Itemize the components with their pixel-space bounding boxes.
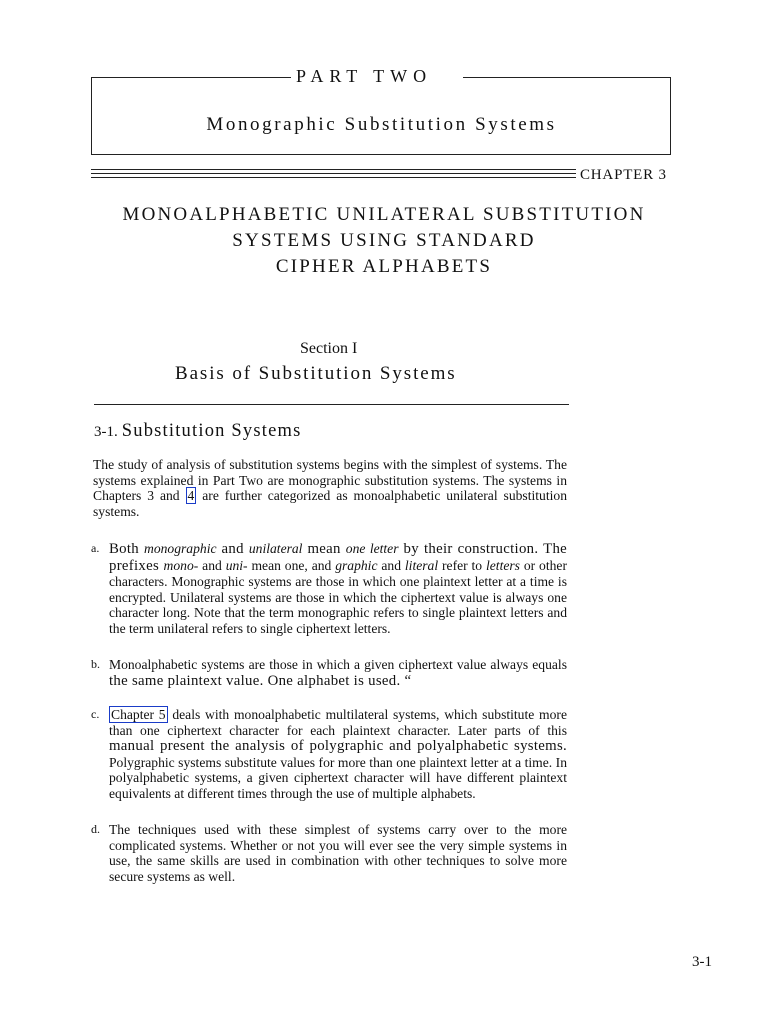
item-body <box>109 822 567 884</box>
chapter-title-line: MONOALPHABETIC UNILATERAL SUBSTITUTION <box>122 204 646 225</box>
item-italic-term: unilateral <box>248 541 303 556</box>
chapter-title-line: CIPHER ALPHABETS <box>275 256 493 277</box>
item-text: refer to <box>438 557 486 573</box>
item-italic-term: one letter <box>345 541 399 556</box>
section-divider <box>94 404 569 405</box>
chapter-rule <box>91 169 576 170</box>
item-text: and <box>216 541 249 557</box>
list-item-b <box>93 657 567 689</box>
chapter-4-link[interactable]: 4 <box>187 488 195 504</box>
subsection-title: Substitution Systems <box>121 421 302 441</box>
part-subtitle <box>0 114 768 136</box>
list-item-a <box>93 541 567 637</box>
item-marker: b. <box>91 657 100 671</box>
item-text: and <box>198 557 226 573</box>
item-marker: d. <box>91 822 100 836</box>
chapter-rule <box>91 177 576 178</box>
intro-paragraph <box>93 457 567 519</box>
item-body <box>109 707 567 802</box>
item-text: mean <box>302 541 346 557</box>
item-text: Polygraphic systems substitute values for more than one plaintext letter at a time. In polyalphabetic systems, a given ciphertext character will have different plaintext equivalents at different times through the use of multiple alphabets. <box>109 754 567 801</box>
item-italic-term: uni- <box>225 557 248 573</box>
list-item-c <box>93 707 567 802</box>
item-text: deals with monoalphabetic multilateral systems, which substitute more than one ciphertext character for each plaintext character. Later parts of this <box>109 707 567 738</box>
item-text: by their construction. The prefixes <box>109 541 568 574</box>
part-frame-top-rule-left <box>91 77 291 78</box>
chapter-5-link[interactable]: Chapter 5 <box>111 707 166 722</box>
list-item-d <box>93 822 567 884</box>
chapter-rules <box>91 169 576 185</box>
item-text: manual present the analysis of polygraphic and polyalphabetic systems. <box>109 738 567 755</box>
section-title: Basis of Substitution Systems <box>175 363 457 384</box>
chapter-rule <box>91 173 576 174</box>
item-text: mean one, and <box>247 557 336 573</box>
item-marker: a. <box>91 541 100 555</box>
part-frame-top-rule-right <box>463 77 671 78</box>
item-italic-term: letters <box>485 557 520 573</box>
item-text: the same plaintext value. One alphabet is used. “ <box>109 672 412 689</box>
intro-text: The study of analysis of substitution systems begins with the simplest of systems. The systems explained in Part Two are monographic substitution systems. The systems in Chapters 3 and <box>93 457 567 504</box>
chapter-label: CHAPTER 3 <box>580 167 667 183</box>
item-italic-term: literal <box>404 557 439 573</box>
page-number: 3-1 <box>692 954 712 970</box>
part-title: PART TWO <box>296 66 433 86</box>
item-italic-term: graphic <box>335 557 378 573</box>
item-text: Both <box>109 541 145 557</box>
subsection-heading <box>94 421 302 442</box>
item-text: The techniques used with these simplest of systems carry over to the more complicated systems. Whether or not you will ever see the very simple systems in use, the same skills are used in combination with other techniques to solve more secure systems as well. <box>109 822 567 884</box>
item-body <box>109 657 567 689</box>
subsection-number: 3-1. <box>94 424 118 440</box>
item-body <box>109 541 567 637</box>
item-italic-term: mono- <box>163 557 199 573</box>
intro-text: are further categorized as monoalphabetic unilateral substitution systems. <box>93 488 567 519</box>
item-marker: c. <box>91 707 100 721</box>
item-text: or other characters. Monographic systems are those in which one plaintext letter at a time is encrypted. Unilateral systems are those in which the ciphertext value is always one character long. Note that the term monographic refers to single plaintext letters and the term unilateral refers to single ciphertext letters. <box>109 557 567 636</box>
item-text: and <box>377 557 405 573</box>
chapter-title <box>0 202 768 280</box>
chapter-title-line: SYSTEMS USING STANDARD <box>232 230 536 251</box>
item-text: Monoalphabetic systems are those in which a given ciphertext value always equals <box>109 657 567 672</box>
part-subtitle-text: Monographic Substitution Systems <box>206 114 557 135</box>
item-italic-term: monographic <box>144 541 217 556</box>
section-label: Section I <box>300 340 358 357</box>
